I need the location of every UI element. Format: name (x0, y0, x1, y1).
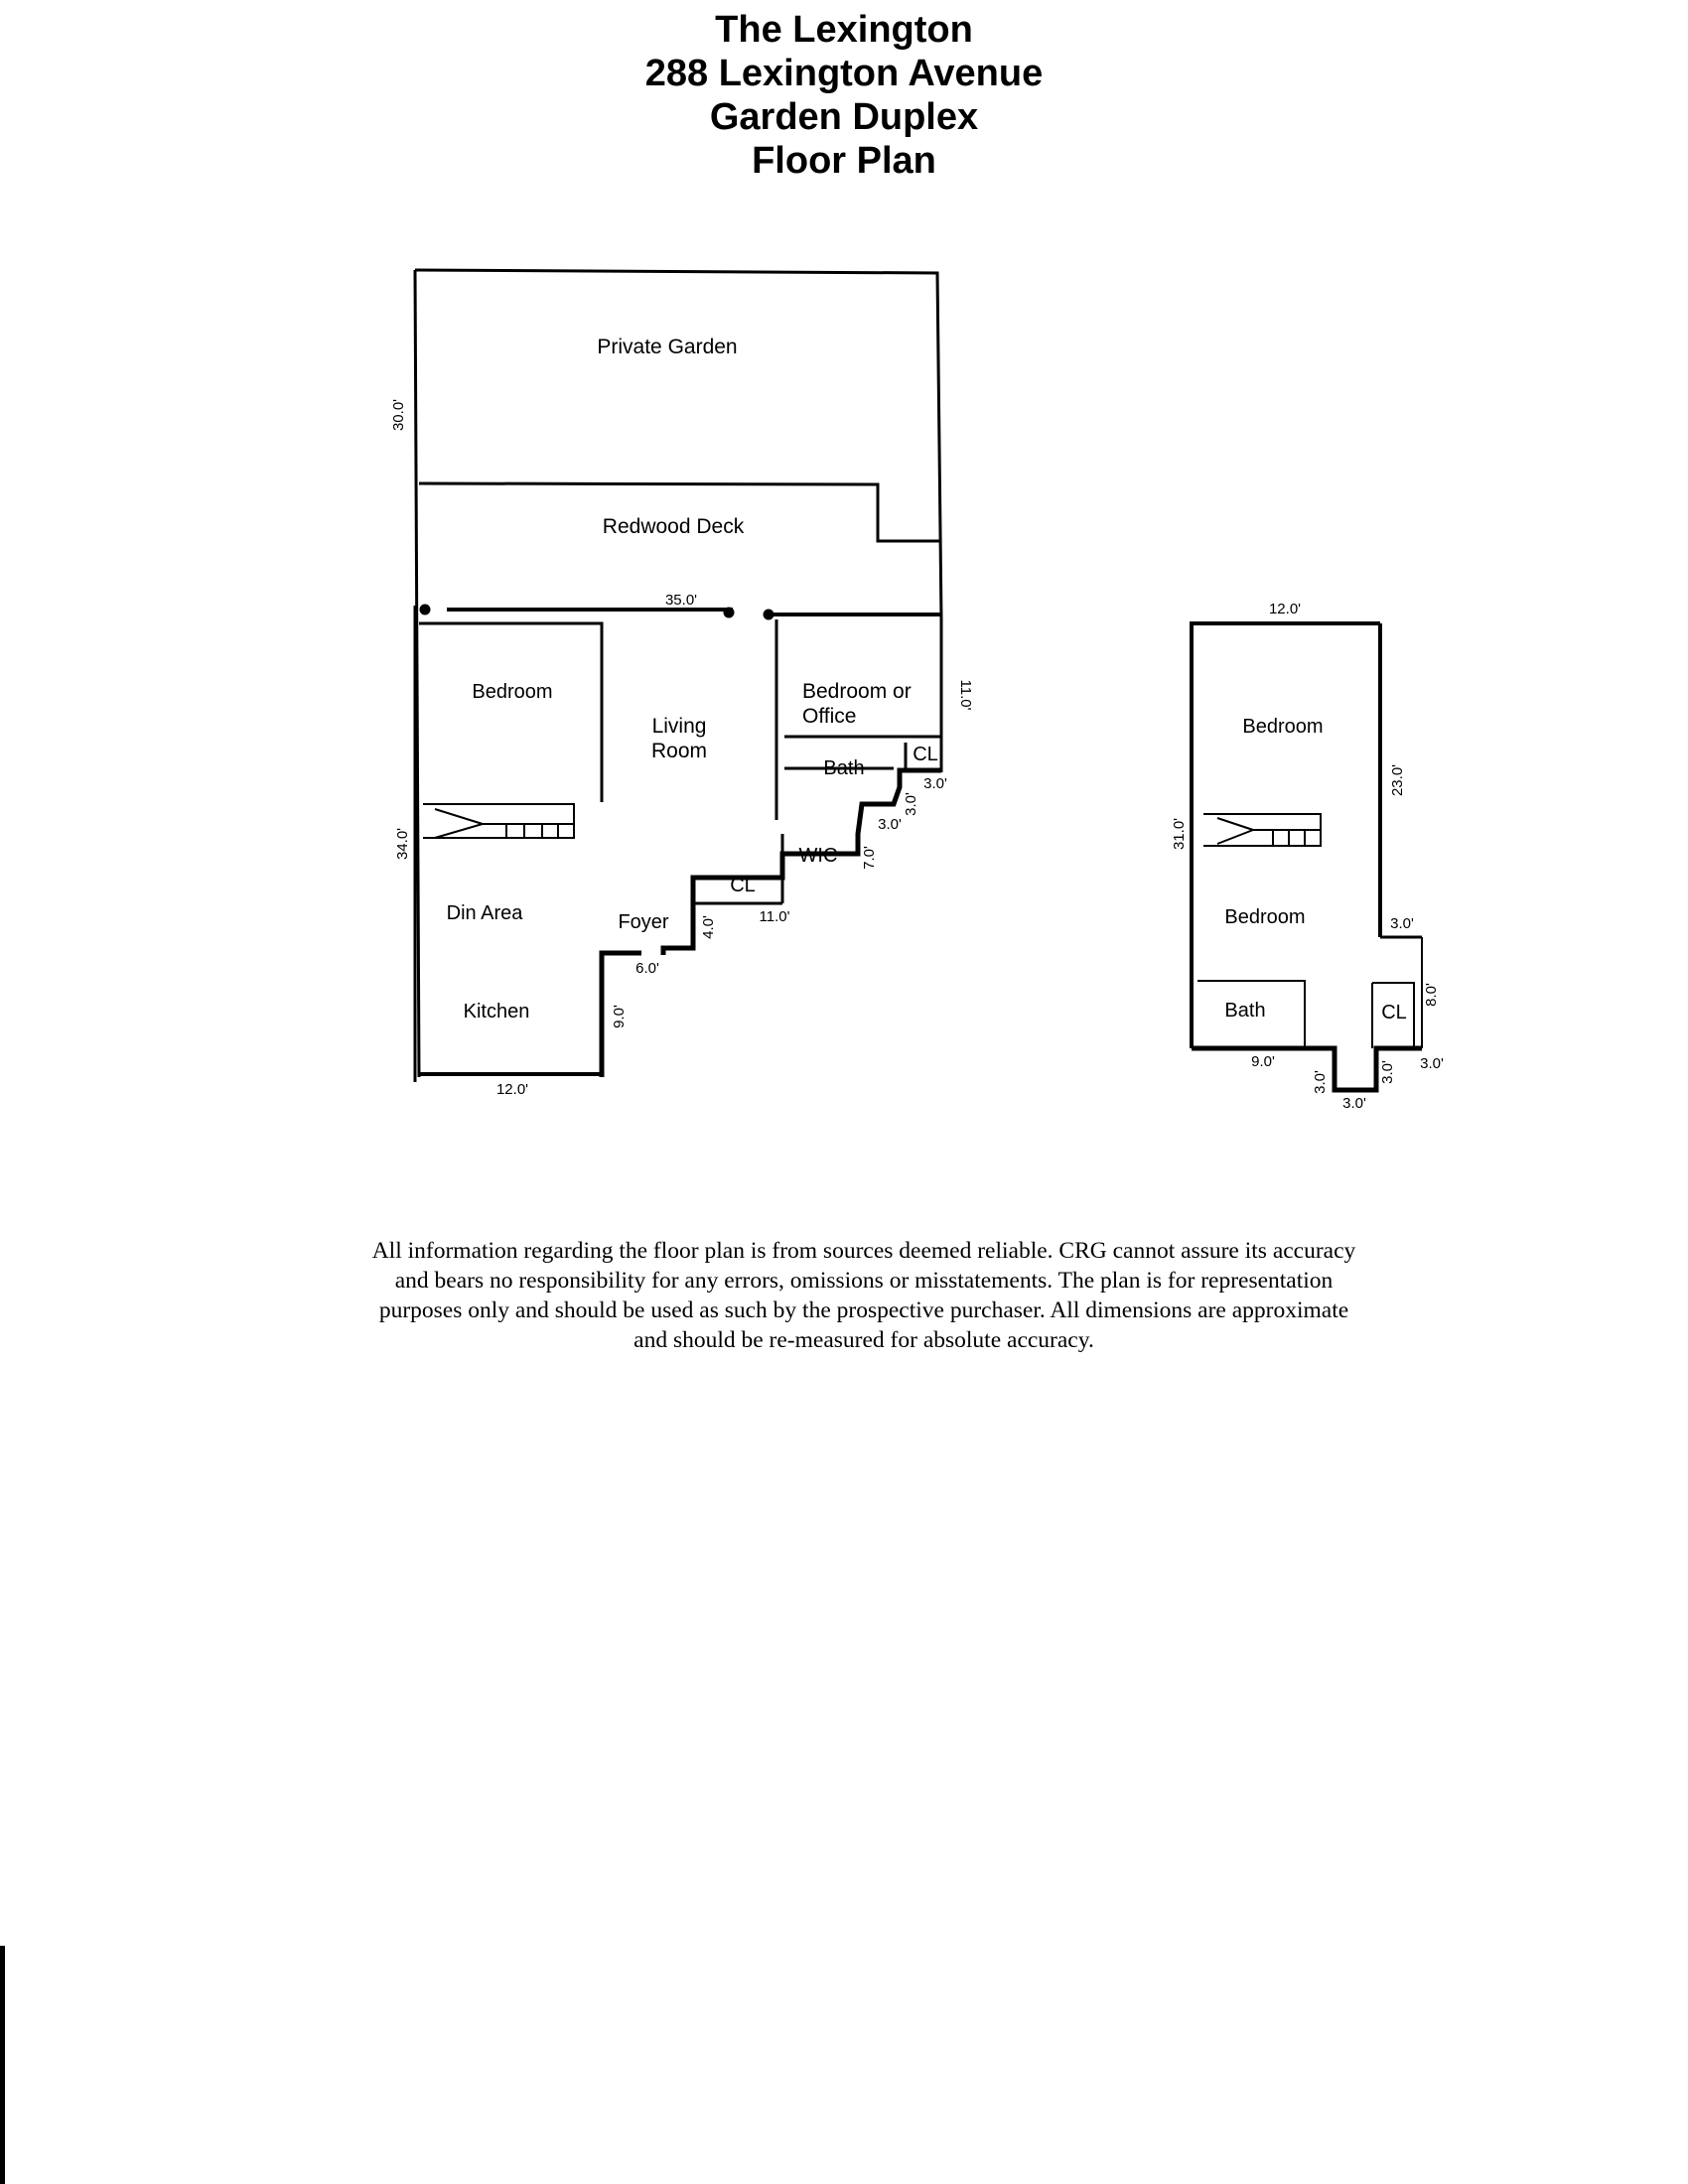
disclaimer-line-2: and bears no responsibility for any errors, omissions or misstatements. The plan is for representation (394, 1268, 1334, 1294)
dim-upper-bath-width: 9.0' (1251, 1053, 1275, 1070)
dim-step-b: 3.0' (903, 792, 919, 816)
dim-upper-right-step: 3.0' (1390, 915, 1414, 932)
dim-upper-right-depth: 23.0' (1389, 763, 1406, 797)
dim-wic-depth: 7.0' (861, 846, 878, 870)
disclaimer-line-4: and should be re-measured for absolute accuracy. (633, 1327, 1094, 1353)
room-private-garden: Private Garden (597, 336, 738, 358)
dim-step-a: 3.0' (923, 775, 947, 792)
room-upper-bedroom-bottom: Bedroom (1224, 906, 1306, 928)
dim-left-depth: 34.0' (394, 827, 411, 861)
disclaimer-line-1: All information regarding the floor plan is from sources deemed reliable. CRG cannot assure its accuracy (371, 1238, 1356, 1264)
dim-garden-depth: 30.0' (390, 398, 407, 432)
dim-foyer-width: 6.0' (635, 960, 659, 977)
room-upper-bedroom-top: Bedroom (1242, 716, 1324, 738)
dim-kitchen-width: 12.0' (495, 1081, 529, 1098)
dim-step-c: 3.0' (878, 816, 902, 833)
disclaimer-line-3: purposes only and should be used as such by the prospective purchaser. All dimensions are approximate (378, 1297, 1349, 1323)
room-redwood-deck: Redwood Deck (602, 515, 745, 538)
title-unit: Garden Duplex (709, 96, 979, 138)
room-bedroom-office-1: Bedroom or (802, 680, 912, 703)
dim-upper-notch-left: 3.0' (1312, 1070, 1329, 1094)
room-living-1: Living (651, 715, 707, 738)
room-bath: Bath (823, 757, 865, 779)
dim-office-depth: 11.0' (957, 679, 974, 711)
lower-level-labels (390, 336, 974, 1098)
dim-width-top: 35.0' (664, 592, 698, 609)
title-building: The Lexington (715, 9, 973, 51)
room-wic: WIC (798, 845, 838, 867)
title-address: 288 Lexington Avenue (644, 53, 1044, 94)
dim-upper-closet-height: 8.0' (1423, 983, 1440, 1007)
dim-foyer-depth: 4.0' (700, 915, 717, 939)
dim-upper-closet-width: 3.0' (1420, 1055, 1444, 1072)
room-closet-upper: CL (913, 744, 938, 765)
title-doc: Floor Plan (752, 140, 936, 182)
room-closet-lower: CL (730, 875, 756, 896)
disclaimer (238, 1236, 1489, 1355)
room-din-area: Din Area (446, 902, 523, 924)
room-bedroom-office-2: Office (802, 705, 857, 728)
dim-upper-notch-right: 3.0' (1379, 1060, 1396, 1084)
scan-edge-mark (0, 1946, 5, 2184)
dim-bottom-run: 11.0' (759, 908, 790, 925)
upper-level-labels (1171, 601, 1444, 1112)
room-kitchen: Kitchen (463, 1001, 530, 1023)
dim-upper-top-width: 12.0' (1268, 601, 1302, 617)
dim-kitchen-depth: 9.0' (611, 1005, 628, 1028)
room-foyer: Foyer (618, 911, 669, 933)
room-upper-bath: Bath (1224, 1000, 1266, 1022)
lower-level-walls (415, 270, 941, 1082)
room-living-2: Room (650, 740, 708, 762)
room-bedroom: Bedroom (472, 681, 553, 703)
room-upper-closet: CL (1381, 1002, 1407, 1024)
dim-upper-left-depth: 31.0' (1171, 817, 1188, 851)
dim-upper-notch-bottom: 3.0' (1342, 1095, 1366, 1112)
